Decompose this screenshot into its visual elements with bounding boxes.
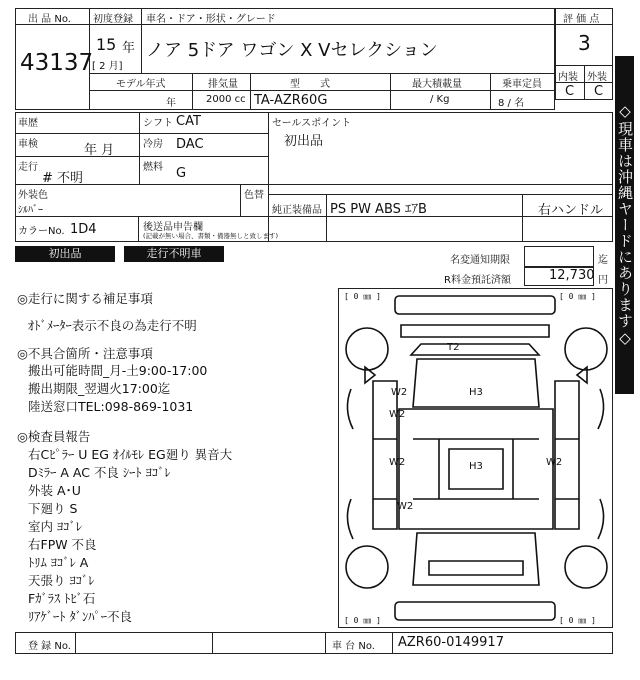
exterior-label: 外装 (587, 72, 607, 83)
first-listing-badge: 初出品 (15, 246, 115, 262)
sales-point-label: セールスポイント (272, 118, 352, 129)
shift-value: CAT (176, 114, 201, 129)
name-change-label: 名変通知期限 (450, 255, 510, 266)
damage-mark: W2 (389, 409, 406, 420)
capacity-label: 乗車定員 (502, 79, 542, 90)
fuel-label: 燃料 (143, 162, 163, 173)
inspection-value: 年 月 (84, 143, 115, 158)
inspector-line: 外装 A･U (28, 483, 81, 498)
fuel-value: G (176, 166, 187, 181)
caution-title: ◎不具合箇所・注意事項 (17, 346, 153, 361)
max-load-label: 最大積載量 (412, 79, 462, 90)
sales-point-value: 初出品 (284, 134, 324, 149)
name-change-box (524, 246, 594, 268)
damage-mark: W2 (546, 457, 563, 468)
aftermarket-label: 後送品申告欄 (143, 222, 203, 233)
displacement: 2000 cc (206, 94, 246, 105)
model-year-unit: 年 (166, 98, 176, 109)
reg-year-unit: 年 (122, 41, 136, 56)
score-label: 評 価 点 (563, 14, 600, 25)
inspector-line: 室内 ﾖｺﾞﾚ (28, 519, 82, 534)
damage-mark: W2 (397, 501, 414, 512)
equipment-value: PS PW ABS ｴｱB (330, 202, 427, 217)
model-type: TA-AZR60G (254, 93, 328, 108)
model-year-label: モデル年式 (116, 79, 166, 90)
first-reg-label: 初度登録 (93, 14, 133, 25)
mileage-unknown-badge: 走行不明車 (124, 246, 224, 262)
damage-mark: W2 (389, 457, 406, 468)
mileage-value: # 不明 (42, 171, 84, 186)
ac-label: 冷房 (143, 139, 163, 150)
recycle-unit: 円 (598, 275, 608, 286)
mileage-label: 走行 (18, 162, 38, 173)
ac-value: DAC (176, 137, 204, 152)
inspector-line: Fｶﾞﾗｽ ﾄﾋﾞ石 (28, 591, 96, 606)
exterior-grade: C (594, 84, 604, 99)
inspector-line: 右FPW 不良 (28, 537, 97, 552)
score-value: 3 (578, 31, 591, 55)
car-outline (339, 289, 612, 627)
type-label: 型 式 (290, 79, 330, 90)
chassis-number: AZR60-0149917 (398, 635, 504, 650)
inspector-line: ﾄﾘﾑ ﾖｺﾞﾚ A (28, 555, 89, 570)
damage-diagram (338, 288, 613, 628)
repaint-label: 色替 (244, 190, 264, 201)
color-value: ｼﾙﾊﾞｰ (18, 205, 43, 216)
inspection-label: 車検 (18, 139, 38, 150)
damage-mark: H3 (469, 387, 483, 398)
damage-mark: W2 (391, 387, 408, 398)
mileage-note-line: ｵﾄﾞﾒｰﾀｰ表示不良の為走行不明 (28, 318, 197, 333)
lot-label: 出 品 No. (28, 14, 71, 25)
chassis-label: 車 台 No. (332, 641, 375, 652)
inspector-line: 下廻り S (28, 501, 78, 516)
color-no-value: 1D4 (70, 222, 97, 237)
inspector-title: ◎検査員報告 (17, 429, 91, 444)
caution-line: 搬出期限_翌週火17:00迄 (28, 381, 171, 396)
location-notice: ◇現車は沖縄ヤードにあります◇ (615, 56, 634, 394)
inspector-line: 天張り ﾖｺﾞﾚ (28, 573, 95, 588)
recycle-label: R料金預託済額 (444, 275, 511, 286)
handle-value: 右ハンドル (538, 203, 604, 218)
reg-no-label: 登 録 No. (28, 641, 71, 652)
equipment-label: 純正装備品 (272, 205, 322, 216)
damage-mark: H3 (469, 461, 483, 472)
recycle-value: 12,730 (549, 268, 595, 283)
caution-line: 陸送窓口TEL:098-869-1031 (28, 399, 194, 414)
car-name-label: 車名・ドア・形状・グレード (146, 14, 276, 25)
car-name: ノア 5ドア ワゴン X Vセレクション (146, 40, 438, 61)
reg-year: 15 (96, 35, 117, 54)
name-change-unit: 迄 (598, 255, 608, 266)
footer-frame (15, 632, 613, 654)
color-no-label: カラーNo. (18, 226, 65, 237)
interior-grade: C (565, 84, 575, 99)
max-load: / Kg (430, 94, 450, 105)
tire-depth-fl: [ 0 ㎜ ] (344, 292, 381, 301)
caution-line: 搬出可能時間_月-土9:00-17:00 (28, 363, 208, 378)
tire-depth-fr: [ 0 ㎜ ] (559, 292, 596, 301)
tire-depth-rr: [ 0 ㎜ ] (559, 616, 596, 625)
lot-number: 43137 (20, 50, 94, 76)
interior-label: 内装 (558, 72, 578, 83)
damage-mark: T2 (447, 342, 460, 353)
color-label: 外装色 (18, 190, 48, 201)
inspector-line: ﾘｱｹﾞｰﾄ ﾀﾞﾝﾊﾟｰ不良 (28, 609, 132, 624)
history-label: 車歴 (18, 118, 38, 129)
inspector-line: Dﾐﾗｰ A AC 不良 ｼｰﾄ ﾖｺﾞﾚ (28, 465, 171, 480)
mileage-note-title: ◎走行に関する補足事項 (17, 291, 153, 306)
tire-depth-rl: [ 0 ㎜ ] (344, 616, 381, 625)
shift-label: シフト (143, 118, 173, 129)
reg-month: [ 2 月] (92, 61, 123, 72)
capacity: 8 / 名 (498, 98, 525, 109)
inspector-line: 右Cﾋﾟﾗｰ U EG ｵｲﾙﾓﾚ EG廻り 異音大 (28, 447, 233, 462)
aftermarket-note: (記載が無い場合、書類・備器無しと致します) (143, 232, 279, 240)
displacement-label: 排気量 (208, 79, 238, 90)
